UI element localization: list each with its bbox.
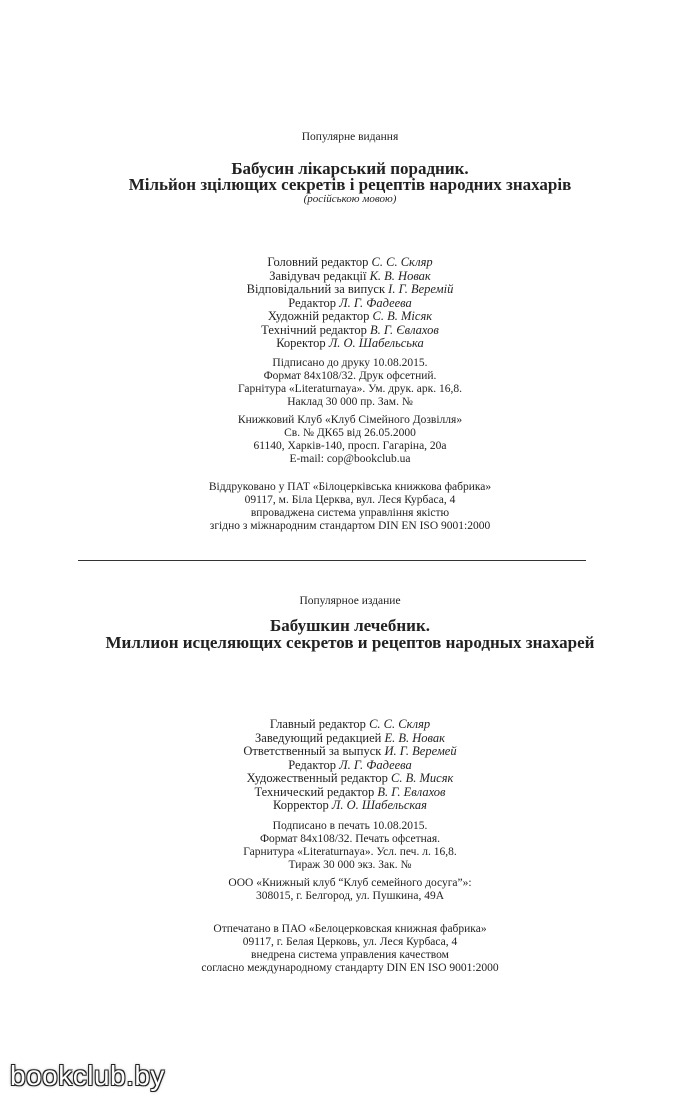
ru-staff-row xyxy=(0,745,700,759)
print-info-line: Гарнітура «Literaturnaya». Ум. друк. арк. 16,8. xyxy=(238,383,462,395)
section-divider xyxy=(78,560,586,561)
staff-role: Художній редактор xyxy=(267,309,370,323)
staff-role: Відповідальний за випуск xyxy=(246,282,386,296)
ua-staff-row xyxy=(0,337,700,351)
print-info-line: Наклад 30 000 пр. Зам. № xyxy=(287,396,413,408)
staff-name: Л. Г. Фадеева xyxy=(339,295,412,310)
ua-staff-list xyxy=(0,256,700,351)
ua-publisher xyxy=(0,414,700,466)
ru-title-line1: Бабушкин лечебник. xyxy=(269,616,430,635)
staff-role: Редактор xyxy=(288,757,337,772)
ua-title-line2: Мільйон зцілющих секретів і рецептів народних знахарів xyxy=(128,175,572,194)
ru-staff-row xyxy=(0,772,700,786)
ru-staff-row xyxy=(0,732,700,746)
staff-name: И. Г. Веремей xyxy=(384,744,457,758)
staff-name: В. Г. Евлахов xyxy=(377,784,446,799)
publisher-line: 308015, г. Белгород, ул. Пушкина, 49А xyxy=(255,890,444,902)
staff-name: І. Г. Веремій xyxy=(388,282,454,296)
print-info-line: Гарнитура «Literaturnaya». Усл. печ. л. 16,8. xyxy=(243,846,457,858)
watermark-logo: bookclub.by xyxy=(10,1060,165,1091)
staff-name: Л. О. Шабельская xyxy=(331,798,427,812)
print-info-line: Підписано до друку 10.08.2015. xyxy=(272,357,428,369)
ua-edition-type: Популярне видання xyxy=(301,131,399,143)
staff-name: С. В. Мисяк xyxy=(391,771,454,785)
staff-name: С. С. Скляр xyxy=(369,717,431,731)
staff-role: Заведующий редакцией xyxy=(255,730,382,745)
staff-role: Технічний редактор xyxy=(261,322,367,337)
staff-name: Л. Г. Фадеева xyxy=(339,757,412,772)
ua-printer xyxy=(0,481,700,533)
staff-name: К. В. Новак xyxy=(369,268,431,283)
staff-role: Ответственный за выпуск xyxy=(243,744,382,758)
ua-print-info xyxy=(0,357,700,409)
print-info-line: Подписано в печать 10.08.2015. xyxy=(272,820,428,832)
ru-printer xyxy=(0,923,700,975)
ua-staff-row xyxy=(0,283,700,297)
print-info-line: Тираж 30 000 экз. Зак. № xyxy=(288,859,412,871)
publisher-email: E-mail: cop@bookclub.ua xyxy=(289,453,411,465)
printer-line: внедрена система управления качеством xyxy=(251,949,449,961)
ru-title-line2: Миллион исцеляющих секретов и рецептов народных знахарей xyxy=(105,633,595,652)
staff-role: Художественный редактор xyxy=(246,771,388,785)
staff-role: Коректор xyxy=(276,336,326,350)
ru-staff-row xyxy=(0,799,700,813)
ru-staff-list xyxy=(0,718,700,813)
ru-print-info xyxy=(0,820,700,872)
staff-name: С. С. Скляр xyxy=(371,255,433,269)
ua-staff-row xyxy=(0,324,700,338)
staff-role: Головний редактор xyxy=(267,255,369,269)
staff-role: Редактор xyxy=(288,295,337,310)
ua-staff-row xyxy=(0,270,700,284)
ua-language-note: (російською мовою) xyxy=(303,193,397,205)
printer-line: согласно международному стандарту DIN EN ISO 9001:2000 xyxy=(201,962,499,974)
ru-edition-type: Популярное издание xyxy=(299,595,401,607)
printer-line: згідно з міжнародним стандартом DIN EN ISO 9001:2000 xyxy=(209,520,491,532)
ru-staff-row xyxy=(0,786,700,800)
ua-staff-row xyxy=(0,310,700,324)
printer-line: Віддруковано у ПАТ «Білоцерківська книжкова фабрика» xyxy=(208,481,492,493)
staff-role: Завідувач редакції xyxy=(269,268,367,283)
publisher-line: Св. № ДК65 від 26.05.2000 xyxy=(284,427,416,439)
ru-publisher xyxy=(0,877,700,903)
staff-name: Е. В. Новак xyxy=(384,730,445,745)
print-info-line: Формат 84x108/32. Друк офсетний. xyxy=(263,370,437,382)
publisher-line: Книжковий Клуб «Клуб Сімейного Дозвілля» xyxy=(237,414,463,426)
printer-line: впроваджена система управління якістю xyxy=(250,507,450,519)
ru-staff-row xyxy=(0,718,700,732)
staff-role: Технический редактор xyxy=(254,784,375,799)
publisher-line: 61140, Харків-140, просп. Гагаріна, 20а xyxy=(253,440,447,452)
ua-title-line1: Бабусин лікарський порадник. xyxy=(231,159,469,178)
staff-name: В. Г. Євлахов xyxy=(369,322,439,337)
ru-staff-row xyxy=(0,759,700,773)
staff-role: Главный редактор xyxy=(269,717,366,731)
staff-role: Корректор xyxy=(273,798,329,812)
staff-name: С. В. Місяк xyxy=(372,309,433,323)
staff-name: Л. О. Шабельська xyxy=(328,336,424,350)
publisher-line: ООО «Книжный клуб “Клуб семейного досуга”»: xyxy=(228,877,472,889)
print-info-line: Формат 84x108/32. Печать офсетная. xyxy=(259,833,441,845)
printer-line: 09117, м. Біла Церква, вул. Леся Курбаса, 4 xyxy=(244,494,456,506)
ua-staff-row xyxy=(0,256,700,270)
printer-line: 09117, г. Белая Церковь, ул. Леся Курбаса, 4 xyxy=(242,936,458,948)
printer-line: Отпечатано в ПАО «Белоцерковская книжная фабрика» xyxy=(213,923,487,935)
ua-staff-row xyxy=(0,297,700,311)
